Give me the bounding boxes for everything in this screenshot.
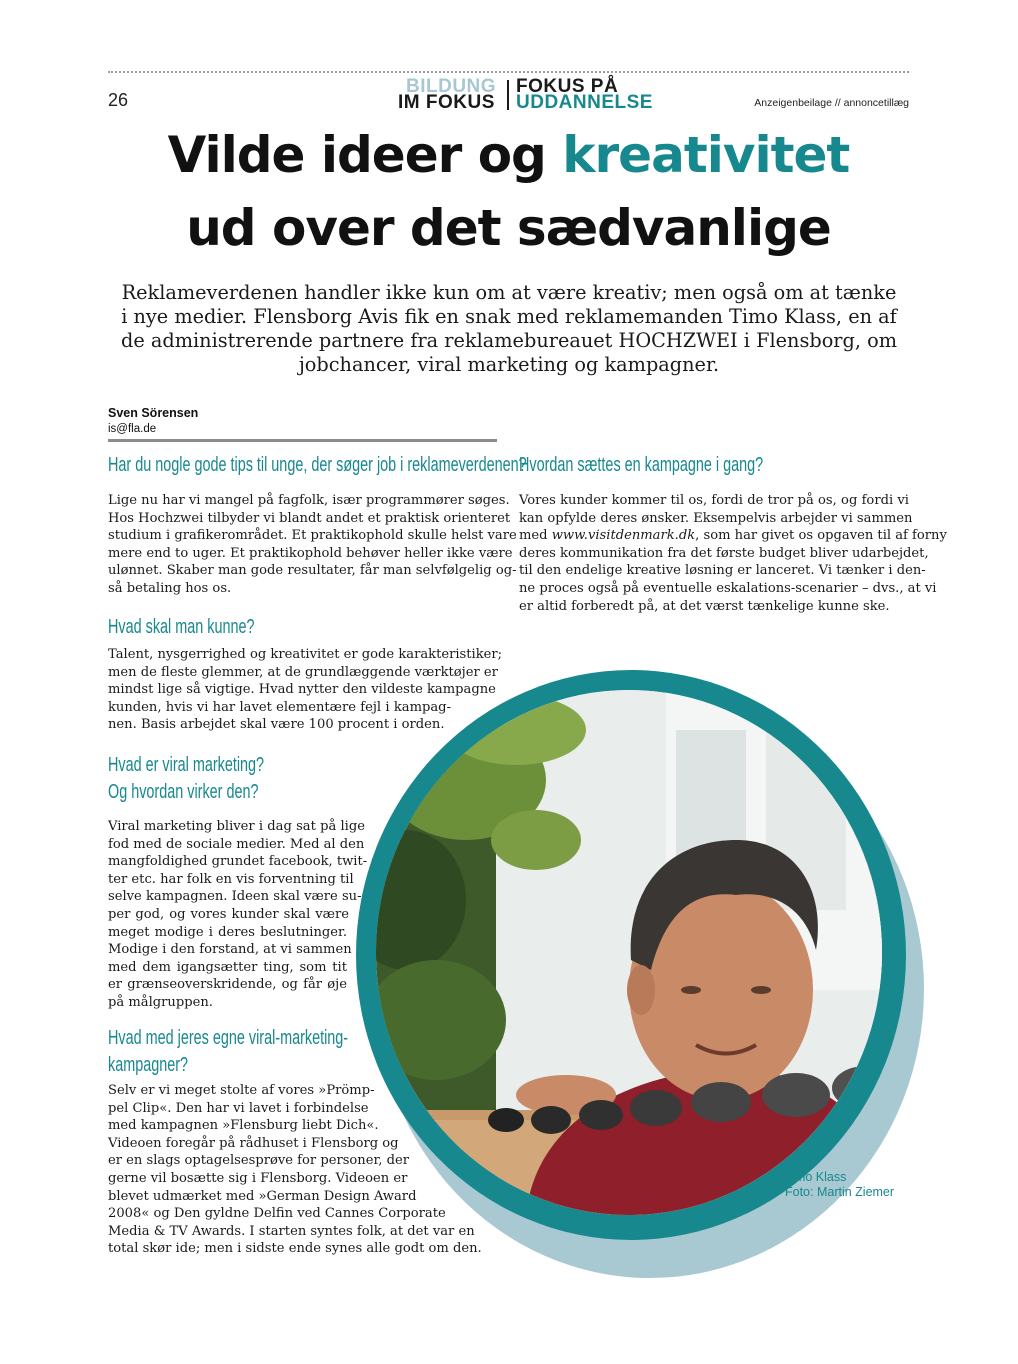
page-number: 26: [108, 90, 129, 110]
answer-line: på målgruppen.: [108, 994, 213, 1010]
answer-line: [519, 527, 947, 545]
answer-line: pel Clip«. Den har vi lavet i forbindelse: [108, 1100, 369, 1116]
lead-line: de administrerende partnere fra reklamebureauet HOCHZWEI i Flensborg, om: [120, 329, 898, 352]
question-heading: Har du nogle gode tips til unge, der søger job i reklameverdenen?: [108, 454, 527, 476]
answer-line: kan opfylde deres ønsker. Eksempelvis arbejder vi sammen: [519, 510, 913, 526]
headline-accent: kreativitet: [562, 126, 850, 184]
answer-paragraph: [108, 646, 503, 734]
answer-line: Viral marketing bliver i dag sat på lige: [108, 819, 365, 834]
logo-line1-left: BILDUNG: [406, 76, 497, 97]
answer-line: 2008« og Den gyldne Delfin ved Cannes Corporate: [108, 1206, 446, 1222]
logo-line1-right: FOKUS PÅ: [516, 76, 619, 97]
answer-line: så betaling hos os.: [108, 580, 232, 596]
answer-line: kunden, hvis vi har lavet elementære fejl i kampag-: [108, 699, 451, 715]
author-email: is@fla.de: [108, 423, 157, 435]
answer-line: Hos Hochzwei tilbyder vi blandt andet et praktisk orienteret: [108, 510, 511, 526]
question-heading: Hvad skal man kunne?: [108, 616, 255, 638]
answer-line: Vores kunder kommer til os, fordi de tror på os, og fordi vi: [519, 493, 909, 508]
answer-line: ulønnet. Skaber man gode resultater, får man selvfølgelig og-: [108, 563, 517, 579]
answer-line: meget modige i deres beslutninger.: [108, 924, 347, 940]
headline-plain: Vilde ideer og: [167, 126, 546, 184]
question-heading: Og hvordan virker den?: [108, 781, 259, 803]
answer-line: selve kampagnen. Ideen skal være su-: [108, 889, 362, 905]
lead-line: jobchancer, viral marketing og kampagner.: [298, 353, 720, 376]
answer-line: med dem igangsætter ting, som tit: [108, 959, 347, 975]
answer-line: per god, og vores kunder skal være: [108, 906, 349, 922]
answer-line: nen. Basis arbejdet skal være 100 procent i orden.: [108, 717, 445, 733]
byline-rule: [108, 439, 497, 442]
lead-paragraph: [120, 281, 898, 377]
answer-line: deres kommunikation fra det første budget bliver udarbejdet,: [519, 545, 929, 561]
answer-paragraph: [519, 492, 947, 615]
question-heading: kampagner?: [108, 1054, 189, 1076]
answer-line: Videoen foregår på rådhuset i Flensborg og: [108, 1135, 399, 1151]
answer-line: Modige i den forstand, at vi sammen: [108, 942, 352, 958]
website-reference: www.visitdenmark.dk: [551, 528, 696, 544]
question-heading: Hvordan sættes en kampagne i gang?: [519, 454, 764, 476]
answer-line: mangfoldighed grundet facebook, twit-: [108, 854, 368, 870]
lead-line: i nye medier. Flensborg Avis fik en snak med reklamemanden Timo Klass, en af: [121, 305, 897, 328]
supplement-label: Anzeigenbeilage // annoncetillæg: [754, 97, 909, 109]
answer-line: er altid forberedt på, at det værst tænkelige kunne ske.: [519, 598, 890, 614]
answer-line: fod med de sociale medier. Med al den: [108, 836, 365, 852]
answer-line: ter etc. har folk en vis forventning til: [108, 871, 354, 887]
answer-line: men de fleste glemmer, at de grundlæggende værktøjer er: [108, 664, 498, 680]
question-heading: Hvad med jeres egne viral-marketing-: [108, 1027, 349, 1049]
answer-line: mindst lige så vigtige. Hvad nytter den vildeste kampagne: [108, 682, 496, 698]
headline-line-2: ud over det sædvanlige: [186, 199, 831, 257]
answer-paragraph: [108, 818, 368, 1012]
answer-text: , som har givet os opgaven til af forny: [695, 528, 947, 544]
answer-line: blevet udmærket med »German Design Award: [108, 1188, 417, 1204]
answer-line: mere end to uger. Et praktikophold behøver heller ikke være: [108, 545, 513, 561]
answer-line: er en slags optagelsesprøve for personer, der: [108, 1153, 410, 1169]
supplement-logo: [398, 78, 668, 112]
answer-line: Media & TV Awards. I starten syntes folk, at det var en: [108, 1223, 475, 1239]
answer-line: til den endelige kreative løsning er lanceret. Vi tænker i den-: [519, 563, 926, 579]
answer-paragraph: [108, 492, 517, 598]
caption-credit: Foto: Martin Ziemer: [785, 1185, 895, 1199]
answer-paragraph: [108, 1082, 482, 1258]
author-name: Sven Sörensen: [108, 406, 199, 420]
answer-line: Talent, nysgerrighed og kreativitet er gode karakteristiker;: [108, 647, 503, 662]
answer-line: er grænseoverskridende, og får øje: [108, 977, 347, 993]
headline-line-1: [108, 126, 909, 184]
caption-name: Timo Klass: [785, 1170, 847, 1184]
logo-divider: [507, 80, 509, 110]
header-dotted-rule: [108, 71, 909, 73]
answer-line: med kampagnen »Flensburg liebt Dich«.: [108, 1118, 379, 1134]
logo-line2-left: IM FOKUS: [398, 92, 495, 113]
answer-text: med: [519, 528, 552, 544]
answer-line: Lige nu har vi mangel på fagfolk, især programmører søges.: [108, 493, 510, 508]
question-heading: Hvad er viral marketing?: [108, 754, 265, 776]
logo-line2-right: UDDANNELSE: [516, 92, 653, 113]
answer-line: total skør ide; men i sidste ende synes alle godt om den.: [108, 1241, 482, 1257]
answer-line: ne proces også på eventuelle eskalations-scenarier – dvs., at vi: [519, 580, 937, 596]
photo-caption: [785, 1170, 894, 1200]
answer-line: Selv er vi meget stolte af vores »Prömp-: [108, 1083, 375, 1098]
answer-line: studium i grafikerområdet. Et praktikophold skulle helst vare: [108, 528, 517, 544]
lead-line: Reklameverdenen handler ikke kun om at være kreativ; men også om at tænke: [121, 281, 897, 304]
answer-line: gerne vil bosætte sig i Flensborg. Videoen er: [108, 1170, 408, 1186]
